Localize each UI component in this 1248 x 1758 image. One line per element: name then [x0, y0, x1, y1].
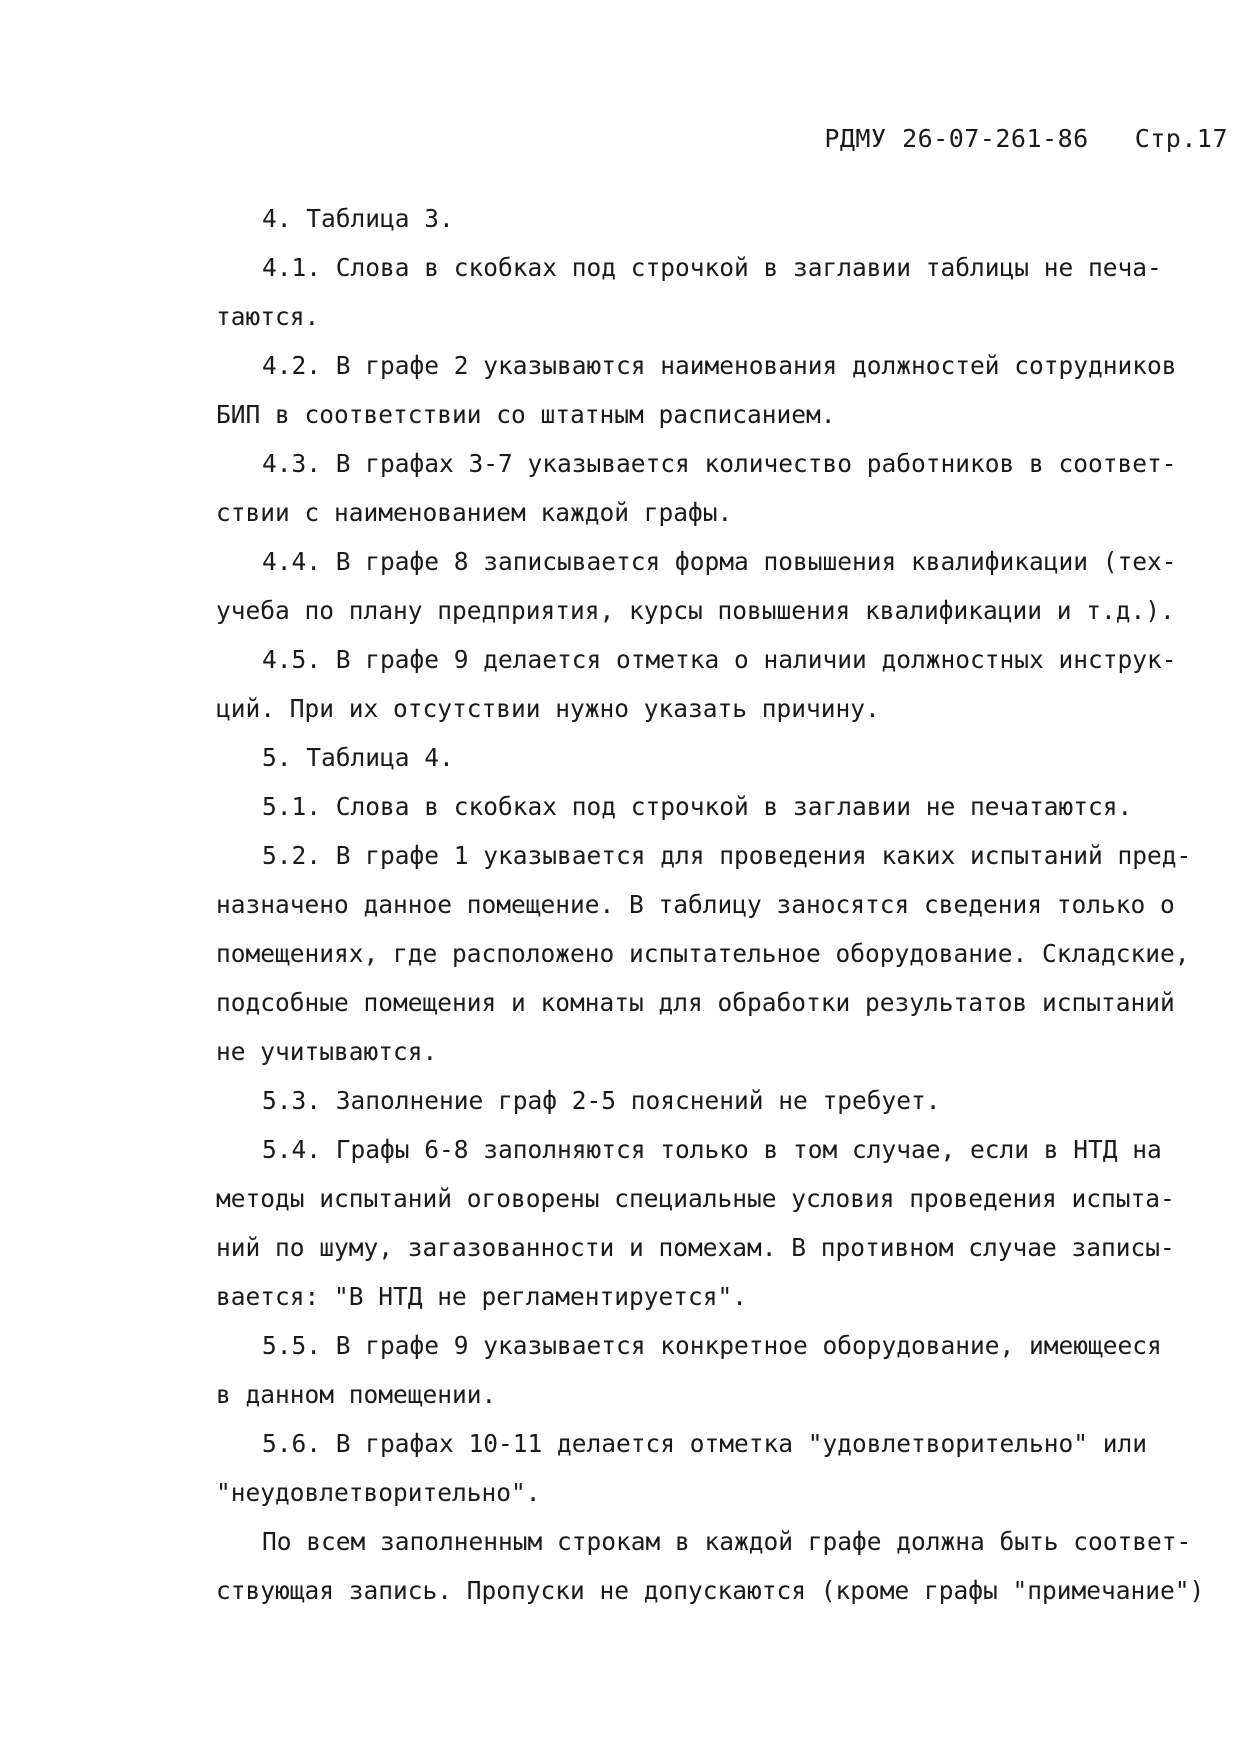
text-line: учеба по плану предприятия, курсы повышения квалификации и т.д.). — [216, 596, 1175, 625]
text-line: ний по шуму, загазованности и помехам. В противном случае записы- — [216, 1233, 1175, 1262]
text-line: 5.6. В графах 10-11 делается отметка "удовлетворительно" или — [262, 1429, 1148, 1458]
text-line: 5.5. В графе 9 указывается конкретное оборудование, имеющееся — [262, 1331, 1162, 1360]
text-line: 4.3. В графах 3-7 указывается количество работников в соответ- — [262, 449, 1177, 478]
page-header — [824, 124, 1228, 153]
text-line: 5.3. Заполнение граф 2-5 пояснений не требует. — [262, 1086, 941, 1115]
text-line: 5.2. В графе 1 указывается для проведения каких испытаний пред- — [262, 841, 1192, 870]
text-line: "неудовлетворительно". — [216, 1478, 541, 1507]
text-line: ствии с наименованием каждой графы. — [216, 498, 733, 527]
text-line: 5.1. Слова в скобках под строчкой в заглавии не печатаются. — [262, 792, 1133, 821]
text-line: 4.1. Слова в скобках под строчкой в заглавии таблицы не печа- — [262, 253, 1162, 282]
text-line: 5.4. Графы 6-8 заполняются только в том случае, если в НТД на — [262, 1135, 1162, 1164]
text-line: ствующая запись. Пропуски не допускаются (кроме графы "примечание") — [216, 1576, 1205, 1605]
text-line: подсобные помещения и комнаты для обработки результатов испытаний — [216, 988, 1175, 1017]
text-line: 4.5. В графе 9 делается отметка о наличии должностных инструк- — [262, 645, 1177, 674]
text-line: 4.4. В графе 8 записывается форма повышения квалификации (тех- — [262, 547, 1177, 576]
text-line: 4.2. В графе 2 указываются наименования должностей сотрудников — [262, 351, 1177, 380]
text-line: таются. — [216, 302, 320, 331]
text-line: 4. Таблица 3. — [262, 204, 454, 233]
document-body — [216, 194, 1232, 1615]
text-line: в данном помещении. — [216, 1380, 497, 1409]
text-line: 5. Таблица 4. — [262, 743, 454, 772]
text-line: По всем заполненным строкам в каждой графе должна быть соответ- — [262, 1527, 1192, 1556]
document-code: РДМУ 26-07-261-86 — [824, 124, 1089, 153]
text-line: БИП в соответствии со штатным расписанием. — [216, 400, 836, 429]
text-line: не учитываются. — [216, 1037, 438, 1066]
text-line: назначено данное помещение. В таблицу заносятся сведения только о — [216, 890, 1175, 919]
text-line: ций. При их отсутствии нужно указать причину. — [216, 694, 880, 723]
page-number: Стр.17 — [1134, 124, 1228, 153]
text-line: помещениях, где расположено испытательное оборудование. Складские, — [216, 939, 1190, 968]
text-line: вается: "В НТД не регламентируется". — [216, 1282, 748, 1311]
text-line: методы испытаний оговорены специальные условия проведения испыта- — [216, 1184, 1175, 1213]
